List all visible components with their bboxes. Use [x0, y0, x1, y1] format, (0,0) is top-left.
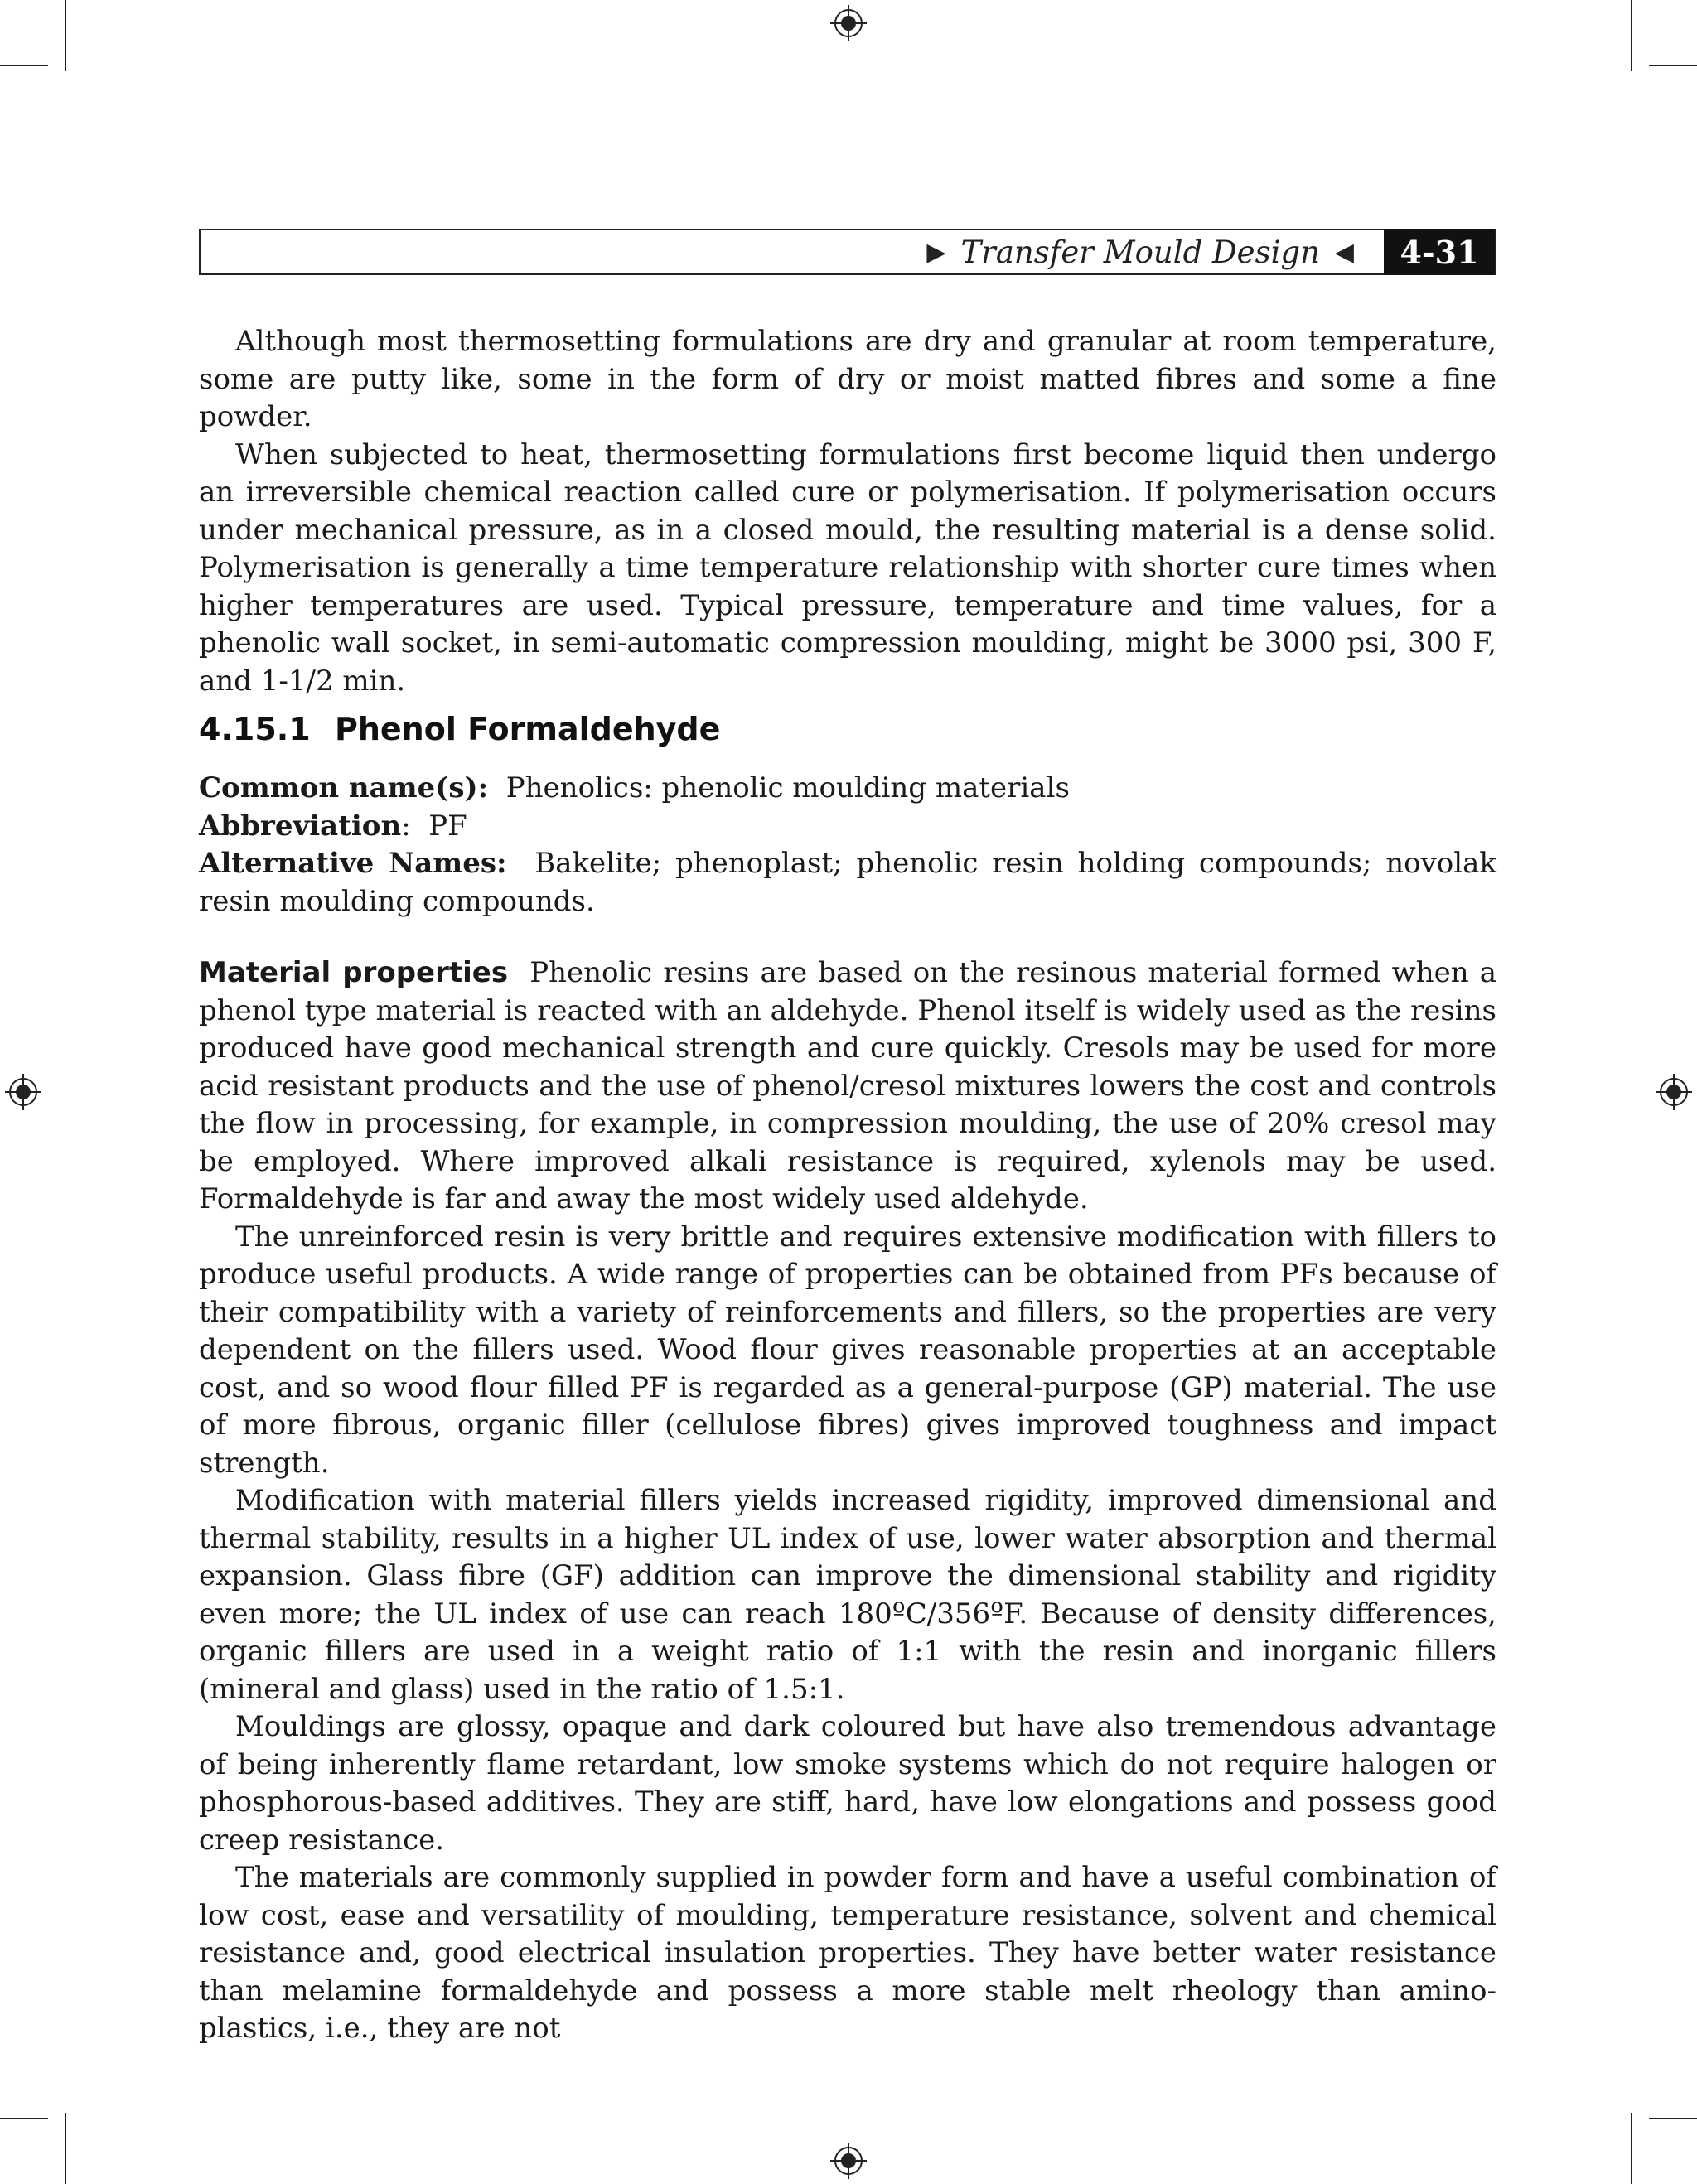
paragraph: Mouldings are glossy, opaque and dark coloured but have also tremendous advantage of being inherently flame retardant, low smoke systems which do not require halogen or phosphorous-based additives. They are stiff, hard, have low elongations and possess good creep resistance. — [199, 1710, 1496, 1857]
crop-mark — [1631, 2113, 1632, 2184]
abbreviation-line: Abbreviation: PF — [199, 809, 467, 843]
abbreviation-value: PF — [428, 809, 467, 843]
alternative-names-value: Bakelite; phenoplast; phenolic resin holding compounds; novolak resin moulding compounds. — [199, 847, 1496, 918]
common-name-value: Phenolics: phenolic moulding materials — [505, 771, 1070, 805]
crop-mark — [1649, 65, 1697, 66]
crop-mark — [1631, 0, 1632, 71]
paragraph: The materials are commonly supplied in powder form and have a useful combination of low cost, ease and versatility of moulding, temperature resistance, solvent and chemical resistance and, good electrical insulation properties. They have better water resistance than melamine formaldehyde and possess a more stable melt rheology than amino-plastics, i.e., they are not — [199, 1861, 1496, 2045]
alternative-names-line — [199, 845, 1496, 920]
paragraph: When subjected to heat, thermosetting formulations first become liquid then undergo an irreversible chemical reaction called cure or polymerisation. If polymerisation occurs under mechanical pressure, as in a closed mould, the resulting material is a dense solid. Polymerisation is generally a time temperature relationship with shorter cure times when higher temperatures are used. Typical pressure, temperature and time values, for a phenolic wall socket, in semi-automatic compression moulding, might be 3000 psi, 300 F, and 1-1/2 min. — [199, 437, 1496, 698]
crop-mark — [65, 2113, 66, 2184]
material-meta — [199, 770, 1496, 920]
paragraph — [199, 954, 1496, 1219]
crop-mark — [65, 0, 66, 71]
abbreviation-label: Abbreviation — [199, 809, 402, 843]
section-heading — [199, 711, 720, 747]
running-header — [199, 229, 1496, 275]
registration-mark-icon — [1656, 1074, 1692, 1110]
registration-mark-icon — [830, 5, 867, 41]
registration-mark-icon — [830, 2143, 867, 2179]
alternative-names-label: Alternative Names: — [199, 847, 507, 880]
paragraph: The unreinforced resin is very brittle and requires extensive modification with fillers to produce useful products. A wide range of properties can be obtained from PFs because of their compatibility with a variety of reinforcements and fillers, so the properties are very dependent on the fillers used. Wood flour gives reasonable properties at an acceptable cost, and so wood flour filled PF is regarded as a general-purpose (GP) material. The use of more fibrous, organic filler (cellulose fibres) gives improved toughness and impact strength. — [199, 1220, 1496, 1480]
running-title-group — [926, 230, 1354, 273]
paragraph: Modification with material fillers yields increased rigidity, improved dimensional and thermal stability, results in a higher UL index of use, lower water absorption and thermal expansion. Glass fibre (GF) addition can improve the dimensional stability and rigidity even more; the UL index of use can reach 180ºC/356ºF. Because of density differences, organic fillers are used in a weight ratio of 1:1 with the resin and inorganic fillers (mineral and glass) used in the ratio of 1.5:1. — [199, 1484, 1496, 1706]
material-properties-label: Material properties — [199, 956, 509, 989]
crop-mark — [0, 65, 48, 66]
left-triangle-icon: ◀ — [1334, 237, 1354, 267]
common-name-label: Common name(s): — [199, 771, 489, 805]
crop-mark — [1649, 2118, 1697, 2119]
paragraph: Although most thermosetting formulations are dry and granular at room temperature, some are putty like, some in the form of dry or moist matted fibres and some a fine powder. — [199, 325, 1496, 433]
section-number: 4.15.1 — [199, 711, 311, 747]
intro-text — [199, 323, 1496, 700]
section-title: Phenol Formaldehyde — [335, 711, 721, 747]
material-properties-text — [199, 954, 1496, 2048]
crop-mark — [0, 2118, 48, 2119]
right-triangle-icon: ▶ — [926, 237, 946, 267]
common-name-line — [199, 770, 1496, 808]
paragraph-text: Phenolic resins are based on the resinous material formed when a phenol type material is reacted with an aldehyde. Phenol itself is widely used as the resins produced have good mechanical strength and cure quickly. Cresols may be used for more acid resistant products and the use of phenol/cresol mixtures lowers the cost and controls the flow in processing, for example, in compression moulding, the use of 20% cresol may be employed. Where improved alkali resistance is required, xylenols may be used. Formaldehyde is far and away the most widely used aldehyde. — [199, 956, 1496, 1215]
running-title: Transfer Mould Design — [960, 234, 1320, 270]
page-number: 4-31 — [1384, 229, 1495, 275]
registration-mark-icon — [5, 1074, 41, 1110]
